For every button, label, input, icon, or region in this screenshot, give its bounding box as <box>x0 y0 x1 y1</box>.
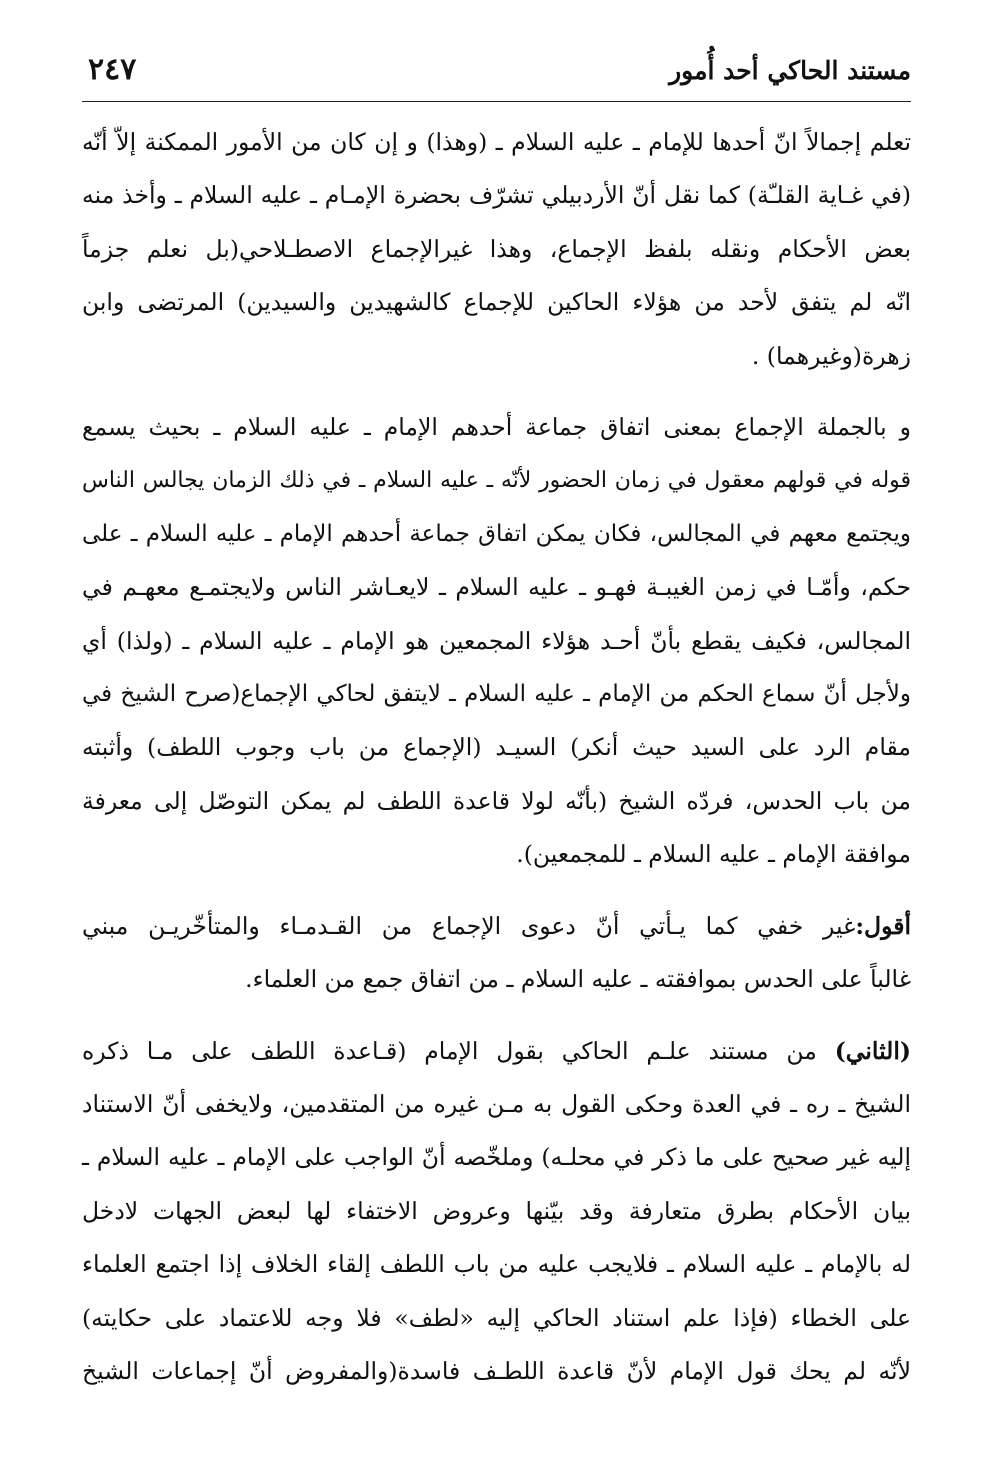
text-line: زهرة(وغيرهما) . <box>751 341 911 370</box>
page-number: ٢٤٧ <box>88 52 137 87</box>
running-head: مستند الحاكي أحد أُمور <box>669 56 911 85</box>
paragraph-3 <box>82 900 911 1007</box>
paragraph-lead: أقول: <box>855 911 911 940</box>
text-line: (في غـاية القلـّة) كما نقل أنّ الأردبيلي تشرّف بحضرة الإمـام ـ عليه السلام ـ وأخذ منه <box>82 181 911 210</box>
page-header <box>82 52 911 102</box>
text-line: غالباً على الحدس بموافقته ـ عليه السلام ـ من اتفاق جمع من العلماء. <box>245 965 911 994</box>
text-line: بعض الأحكام ونقله بلفظ الإجماع، وهذا غيرالإجماع الاصطـلاحي(بل نعلم جزماً <box>82 234 911 263</box>
paragraph-lead: (الثاني) <box>834 1036 911 1065</box>
text-line: بيان الأحكام بطرق متعارفة وقد بيّنها وعروض الاختفاء لها لبعض الجهات لادخل <box>82 1196 911 1225</box>
text-line: تعلم إجمالاً انّ أحدها للإمام ـ عليه السلام ـ (وهذا) و إن كان من الأمور الممكنة إلاّ أنّه <box>82 128 912 156</box>
text-line: و بالجملة الإجماع بمعنى اتفاق جماعة أحدهم الإمام ـ عليه السلام ـ بحيث يسمع <box>82 413 911 442</box>
text-line: له بالإمام ـ عليه السلام ـ فلايجب عليه من باب اللطف إلقاء الخلاف إذا اجتمع العلماء <box>82 1250 911 1279</box>
paragraph-1 <box>82 116 911 383</box>
header-rule <box>82 101 911 102</box>
text-line: على الخطاء (فإذا علم استناد الحاكي إليه «لطف» فلا وجه للاعتماد على حكايته) <box>82 1303 911 1332</box>
body-text <box>82 116 911 1398</box>
text-line: لأنّه لم يحك قول الإمام لأنّ قاعدة اللطـف فاسدة(والمفروض أنّ إجماعات الشيخ <box>82 1356 911 1385</box>
text-line: ويجتمع معهم في المجالس، فكان يمكن اتفاق جماعة أحدهم الإمام ـ عليه السلام ـ على <box>82 520 911 547</box>
text-line: من باب الحدس، فردّه الشيخ (بأنّه لولا قاعدة اللطف لم يمكن التوصّل إلى معرفة <box>82 786 911 815</box>
paragraph-gap <box>82 1007 911 1025</box>
text-line: مقام الرد على السيد حيث أنكر) السيـد (الإجماع من باب وجوب اللطف) وأثبته <box>82 733 911 762</box>
paragraph-2 <box>82 401 911 882</box>
paragraph-gap <box>82 383 911 401</box>
text-line: ولأجل أنّ سماع الحكم من الإمام ـ عليه السلام ـ لايتفق لحاكي الإجماع(صرح الشيخ في <box>82 681 911 708</box>
text-line <box>82 900 911 953</box>
text-line: حكم، وأمّـا في زمن الغيبـة فهـو ـ عليه السلام ـ لايعـاشر الناس ولايجتمـع معهـم في <box>82 573 911 602</box>
text-line <box>82 1025 911 1078</box>
text-line: موافقة الإمام ـ عليه السلام ـ للمجمعين). <box>516 840 911 869</box>
paragraph-gap <box>82 882 911 900</box>
text-line: المجالس، فكيف يقطع بأنّ أحـد هؤلاء المجمعين هو الإمام ـ عليه السلام ـ (ولذا) أي <box>82 626 911 655</box>
text-line: إليه غير صحيح على ما ذكر في محلـه) وملخّصه أنّ الواجب على الإمام ـ عليه السلام ـ <box>82 1143 911 1172</box>
text-line: الشيخ ـ ره ـ في العدة وحكى القول به مـن غيره من المتقدمين، ولايخفى أنّ الاستناد <box>82 1089 911 1118</box>
paragraph-4 <box>82 1025 911 1399</box>
text-line: قوله في قولهم معقول في زمان الحضور لأنّه ـ عليه السلام ـ في ذلك الزمان يجالس الناس <box>82 468 911 494</box>
text-run: من مستند علـم الحاكي بقول الإمام (قـاعدة اللطف على مـا ذكره <box>82 1036 835 1065</box>
text-run: غير خفي كما يـأتي أنّ دعوى الإجماع من القـدمـاء والمتأخّريـن مبني <box>82 911 856 940</box>
text-line: انّه لم يتفق لأحد من هؤلاء الحاكين للإجماع كالشهيدين والسيدين) المرتضى وابن <box>82 288 911 317</box>
